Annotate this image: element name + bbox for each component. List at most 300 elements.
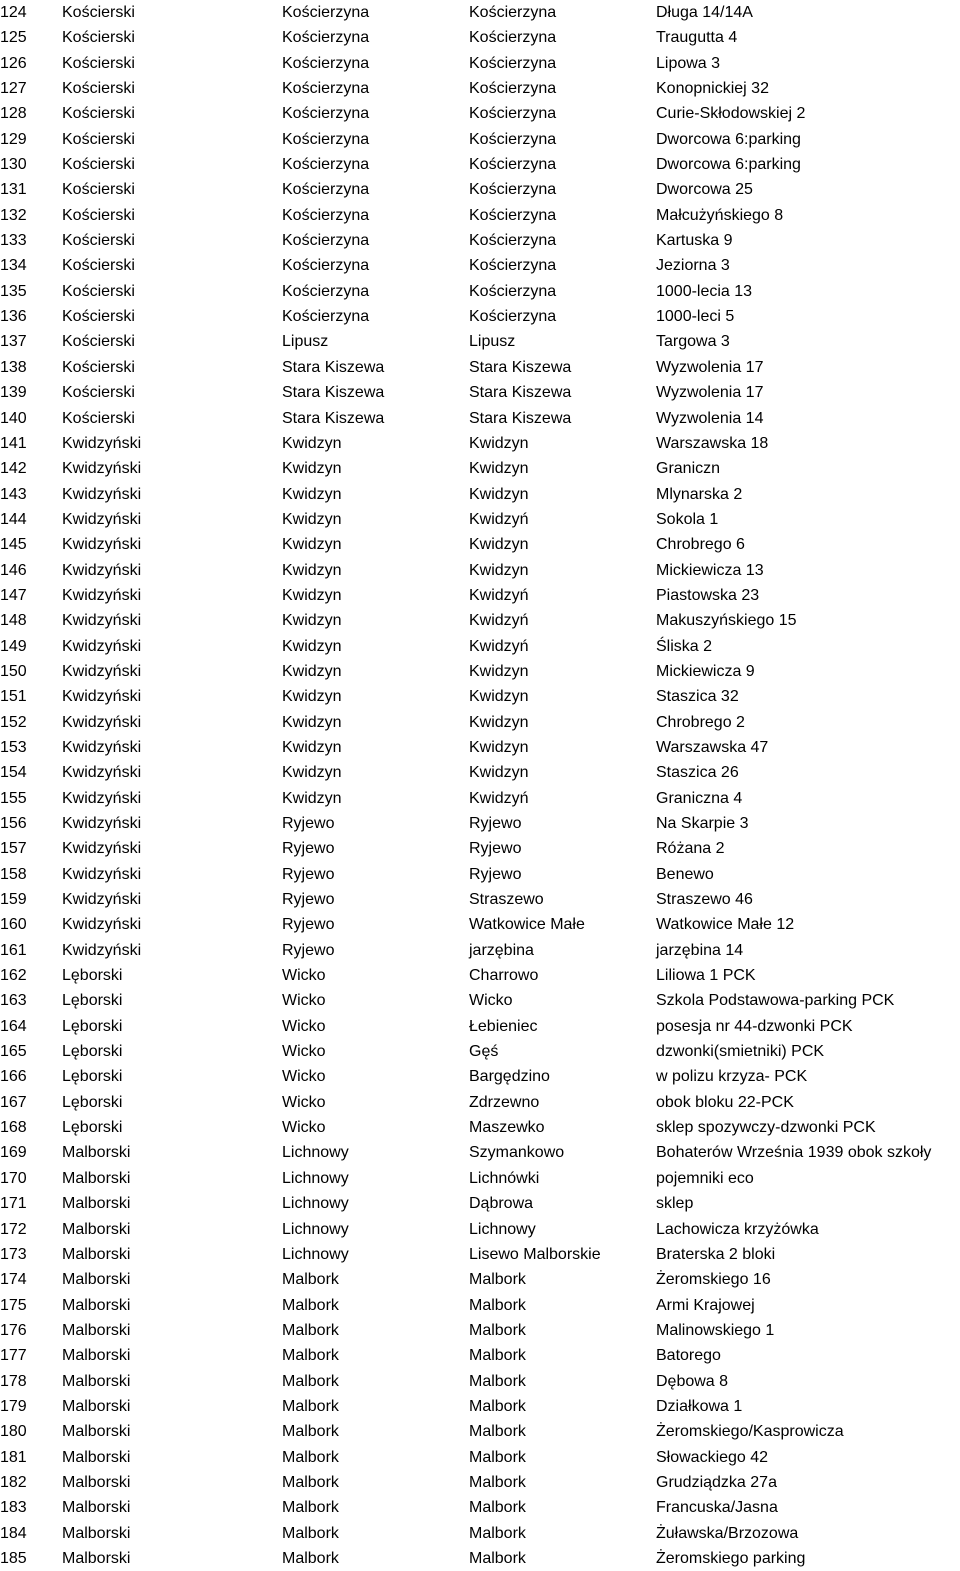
table-row <box>0 786 960 811</box>
table-row <box>0 1140 960 1165</box>
county-cell: Kościerski <box>62 282 135 300</box>
row-number-cell: 131 <box>0 181 27 199</box>
row-number-cell: 127 <box>0 80 27 98</box>
address-cell: Słowackiego 42 <box>656 1448 769 1466</box>
row-number-cell: 173 <box>0 1245 27 1263</box>
municipality-cell: Wicko <box>282 1068 326 1086</box>
address-cell: Dworcowa 25 <box>656 181 753 199</box>
row-number-cell: 181 <box>0 1448 27 1466</box>
table-row <box>0 608 960 633</box>
address-cell: Małcużyńskiego 8 <box>656 206 784 224</box>
row-number-cell: 148 <box>0 612 27 630</box>
table-row <box>0 988 960 1013</box>
table-row <box>0 228 960 253</box>
municipality-cell: Malbork <box>282 1296 339 1314</box>
county-cell: Kwidzyński <box>62 789 142 807</box>
address-cell: Benewo <box>656 865 714 883</box>
row-number-cell: 151 <box>0 688 27 706</box>
municipality-cell: Kwidzyn <box>282 586 342 604</box>
county-cell: Malborski <box>62 1296 131 1314</box>
locality-cell: Kwidzyn <box>469 713 529 731</box>
municipality-cell: Kwidzyn <box>282 738 342 756</box>
address-cell: Chrobrego 6 <box>656 536 745 554</box>
county-cell: Malborski <box>62 1372 131 1390</box>
county-cell: Kościerski <box>62 54 135 72</box>
municipality-cell: Stara Kiszewa <box>282 409 385 427</box>
row-number-cell: 142 <box>0 460 27 478</box>
address-cell: Kartuska 9 <box>656 232 733 250</box>
municipality-cell: Kościerzyna <box>282 308 370 326</box>
table-row <box>0 634 960 659</box>
row-number-cell: 177 <box>0 1347 27 1365</box>
county-cell: Kościerski <box>62 206 135 224</box>
municipality-cell: Kościerzyna <box>282 257 370 275</box>
county-cell: Kwidzyński <box>62 941 142 959</box>
municipality-cell: Wicko <box>282 1093 326 1111</box>
county-cell: Kwidzyński <box>62 713 142 731</box>
table-row <box>0 177 960 202</box>
address-cell: Długa 14/14A <box>656 4 753 21</box>
address-cell: 1000-lecia 13 <box>656 282 753 300</box>
address-cell: Targowa 3 <box>656 333 730 351</box>
address-cell: Curie-Skłodowskiej 2 <box>656 105 806 123</box>
row-number-cell: 134 <box>0 257 27 275</box>
locality-cell: Kościerzyna <box>469 130 557 148</box>
table-row <box>0 1267 960 1292</box>
municipality-cell: Malbork <box>282 1347 339 1365</box>
row-number-cell: 184 <box>0 1524 27 1542</box>
municipality-cell: Ryjewo <box>282 865 335 883</box>
table-row <box>0 203 960 228</box>
address-cell: Żeromskiego/Kasprowicza <box>656 1423 844 1441</box>
table-row <box>0 760 960 785</box>
table-row <box>0 1495 960 1520</box>
row-number-cell: 164 <box>0 1017 27 1035</box>
municipality-cell: Kościerzyna <box>282 232 370 250</box>
row-number-cell: 153 <box>0 738 27 756</box>
locality-cell: Kościerzyna <box>469 4 557 21</box>
table-row <box>0 1293 960 1318</box>
address-cell: 1000-leci 5 <box>656 308 735 326</box>
row-number-cell: 158 <box>0 865 27 883</box>
address-cell: Konopnickiej 32 <box>656 80 769 98</box>
address-cell: Bohaterów Września 1939 obok szkoły <box>656 1144 932 1162</box>
table-row <box>0 101 960 126</box>
municipality-cell: Stara Kiszewa <box>282 358 385 376</box>
locality-cell: Kwidzyn <box>469 688 529 706</box>
address-cell: Żuławska/Brzozowa <box>656 1524 799 1542</box>
municipality-cell: Kwidzyn <box>282 434 342 452</box>
municipality-cell: Stara Kiszewa <box>282 384 385 402</box>
locality-cell: Malbork <box>469 1499 526 1517</box>
table-row <box>0 811 960 836</box>
address-cell: Jeziorna 3 <box>656 257 730 275</box>
locality-cell: Kościerzyna <box>469 80 557 98</box>
address-cell: Żeromskiego 16 <box>656 1271 771 1289</box>
locality-cell: Malbork <box>469 1296 526 1314</box>
address-cell: Żeromskiego parking <box>656 1549 806 1567</box>
row-number-cell: 165 <box>0 1043 27 1061</box>
row-number-cell: 136 <box>0 308 27 326</box>
county-cell: Kościerski <box>62 156 135 174</box>
municipality-cell: Wicko <box>282 1017 326 1035</box>
county-cell: Malborski <box>62 1245 131 1263</box>
row-number-cell: 150 <box>0 662 27 680</box>
table-row <box>0 583 960 608</box>
municipality-cell: Lichnowy <box>282 1220 349 1238</box>
county-cell: Lęborski <box>62 992 123 1010</box>
locality-cell: Kwidzyń <box>469 637 529 655</box>
locality-cell: Lichnówki <box>469 1169 540 1187</box>
address-cell: Liliowa 1 PCK <box>656 967 756 985</box>
address-cell: Staszica 32 <box>656 688 739 706</box>
row-number-cell: 124 <box>0 4 27 21</box>
locality-cell: Kościerzyna <box>469 181 557 199</box>
address-cell: Mlynarska 2 <box>656 485 743 503</box>
table-row <box>0 25 960 50</box>
table-row <box>0 1115 960 1140</box>
county-cell: Kwidzyński <box>62 916 142 934</box>
locality-cell: Kwidzyn <box>469 434 529 452</box>
row-number-cell: 176 <box>0 1321 27 1339</box>
municipality-cell: Kwidzyn <box>282 764 342 782</box>
row-number-cell: 166 <box>0 1068 27 1086</box>
row-number-cell: 145 <box>0 536 27 554</box>
table-row <box>0 1394 960 1419</box>
county-cell: Lęborski <box>62 1093 123 1111</box>
table-row <box>0 127 960 152</box>
municipality-cell: Kwidzyn <box>282 713 342 731</box>
municipality-cell: Wicko <box>282 1043 326 1061</box>
locality-cell: Kwidzyn <box>469 460 529 478</box>
address-cell: Batorego <box>656 1347 721 1365</box>
address-cell: Francuska/Jasna <box>656 1499 778 1517</box>
municipality-cell: Kwidzyn <box>282 485 342 503</box>
locality-cell: Kościerzyna <box>469 232 557 250</box>
row-number-cell: 137 <box>0 333 27 351</box>
address-cell: jarzębina 14 <box>656 941 744 959</box>
county-cell: Kościerski <box>62 232 135 250</box>
municipality-cell: Lichnowy <box>282 1144 349 1162</box>
row-number-cell: 147 <box>0 586 27 604</box>
municipality-cell: Kwidzyn <box>282 688 342 706</box>
county-cell: Malborski <box>62 1169 131 1187</box>
county-cell: Kwidzyński <box>62 434 142 452</box>
row-number-cell: 128 <box>0 105 27 123</box>
table-row <box>0 431 960 456</box>
county-cell: Kościerski <box>62 308 135 326</box>
locality-cell: Ryjewo <box>469 840 522 858</box>
table-row <box>0 1546 960 1571</box>
municipality-cell: Ryjewo <box>282 840 335 858</box>
address-cell: Malinowskiego 1 <box>656 1321 775 1339</box>
locality-cell: Malbork <box>469 1473 526 1491</box>
table-row <box>0 1521 960 1546</box>
table-row <box>0 684 960 709</box>
municipality-cell: Kwidzyn <box>282 612 342 630</box>
county-cell: Lęborski <box>62 967 123 985</box>
municipality-cell: Wicko <box>282 992 326 1010</box>
row-number-cell: 171 <box>0 1195 27 1213</box>
locality-cell: Kwidzyń <box>469 586 529 604</box>
county-cell: Malborski <box>62 1321 131 1339</box>
address-cell: Wyzwolenia 17 <box>656 384 764 402</box>
table-row <box>0 1242 960 1267</box>
locality-cell: Stara Kiszewa <box>469 409 572 427</box>
address-cell: Piastowska 23 <box>656 586 760 604</box>
table-row <box>0 887 960 912</box>
county-cell: Lęborski <box>62 1119 123 1137</box>
address-cell: Dworcowa 6:parking <box>656 156 801 174</box>
row-number-cell: 169 <box>0 1144 27 1162</box>
county-cell: Malborski <box>62 1524 131 1542</box>
row-number-cell: 163 <box>0 992 27 1010</box>
table-row <box>0 304 960 329</box>
county-cell: Kwidzyński <box>62 891 142 909</box>
county-cell: Kwidzyński <box>62 738 142 756</box>
address-cell: Chrobrego 2 <box>656 713 745 731</box>
county-cell: Kwidzyński <box>62 815 142 832</box>
municipality-cell: Malbork <box>282 1397 339 1415</box>
address-cell: Sokola 1 <box>656 510 719 528</box>
row-number-cell: 183 <box>0 1499 27 1517</box>
county-cell: Kwidzyński <box>62 637 142 655</box>
address-cell: Wyzwolenia 14 <box>656 409 764 427</box>
row-number-cell: 167 <box>0 1093 27 1111</box>
municipality-cell: Malbork <box>282 1524 339 1542</box>
table-row <box>0 912 960 937</box>
municipality-cell: Kwidzyn <box>282 789 342 807</box>
table-row <box>0 507 960 532</box>
row-number-cell: 132 <box>0 206 27 224</box>
address-cell: Lipowa 3 <box>656 54 721 72</box>
row-number-cell: 138 <box>0 358 27 376</box>
locality-cell: Kościerzyna <box>469 206 557 224</box>
county-cell: Kwidzyński <box>62 865 142 883</box>
table-row <box>0 1014 960 1039</box>
locality-cell: Kościerzyna <box>469 156 557 174</box>
municipality-cell: Malbork <box>282 1321 339 1339</box>
table-row <box>0 1217 960 1242</box>
locality-cell: Kościerzyna <box>469 308 557 326</box>
address-cell: sklep <box>656 1195 694 1213</box>
row-number-cell: 185 <box>0 1549 27 1567</box>
table-row <box>0 710 960 735</box>
table-row <box>0 1369 960 1394</box>
table-row <box>0 836 960 861</box>
locality-cell: Lisewo Malborskie <box>469 1245 601 1263</box>
locality-cell: Stara Kiszewa <box>469 358 572 376</box>
municipality-cell: Kościerzyna <box>282 54 370 72</box>
row-number-cell: 139 <box>0 384 27 402</box>
row-number-cell: 160 <box>0 916 27 934</box>
county-cell: Malborski <box>62 1549 131 1567</box>
county-cell: Kościerski <box>62 181 135 199</box>
row-number-cell: 146 <box>0 561 27 579</box>
row-number-cell: 154 <box>0 764 27 782</box>
table-row <box>0 329 960 354</box>
county-cell: Malborski <box>62 1473 131 1491</box>
table-row <box>0 1064 960 1089</box>
locality-cell: Kościerzyna <box>469 282 557 300</box>
locality-cell: Lichnowy <box>469 1220 536 1238</box>
row-number-cell: 182 <box>0 1473 27 1491</box>
table-row <box>0 279 960 304</box>
locality-cell: Szymankowo <box>469 1144 565 1162</box>
county-cell: Malborski <box>62 1448 131 1466</box>
municipality-cell: Malbork <box>282 1423 339 1441</box>
municipality-cell: Kościerzyna <box>282 4 370 21</box>
municipality-cell: Kwidzyn <box>282 561 342 579</box>
county-cell: Kwidzyński <box>62 460 142 478</box>
municipality-cell: Ryjewo <box>282 891 335 909</box>
county-cell: Kościerski <box>62 384 135 402</box>
table-row <box>0 1166 960 1191</box>
table-row <box>0 1470 960 1495</box>
row-number-cell: 172 <box>0 1220 27 1238</box>
row-number-cell: 140 <box>0 409 27 427</box>
municipality-cell: Kwidzyn <box>282 662 342 680</box>
county-cell: Kościerski <box>62 29 135 47</box>
locality-cell: Kwidzyń <box>469 612 529 630</box>
locality-cell: Kościerzyna <box>469 54 557 72</box>
address-cell: sklep spozywczy-dzwonki PCK <box>656 1119 876 1137</box>
locality-cell: Zdrzewno <box>469 1093 540 1111</box>
address-cell: pojemniki eco <box>656 1169 754 1187</box>
locality-cell: Malbork <box>469 1347 526 1365</box>
address-cell: Traugutta 4 <box>656 29 738 47</box>
municipality-cell: Lichnowy <box>282 1169 349 1187</box>
table-row <box>0 1419 960 1444</box>
address-cell: Graniczna 4 <box>656 789 743 807</box>
municipality-cell: Kościerzyna <box>282 181 370 199</box>
municipality-cell: Lichnowy <box>282 1245 349 1263</box>
county-cell: Kwidzyński <box>62 510 142 528</box>
county-cell: Kwidzyński <box>62 485 142 503</box>
county-cell: Malborski <box>62 1271 131 1289</box>
locality-cell: Kościerzyna <box>469 105 557 123</box>
row-number-cell: 180 <box>0 1423 27 1441</box>
county-cell: Kwidzyński <box>62 764 142 782</box>
row-number-cell: 156 <box>0 815 27 832</box>
table-row <box>0 456 960 481</box>
table-row <box>0 406 960 431</box>
municipality-cell: Malbork <box>282 1271 339 1289</box>
county-cell: Lęborski <box>62 1017 123 1035</box>
locality-cell: Bargędzino <box>469 1068 550 1086</box>
municipality-cell: Kościerzyna <box>282 80 370 98</box>
address-cell: posesja nr 44-dzwonki PCK <box>656 1017 853 1035</box>
municipality-cell: Lichnowy <box>282 1195 349 1213</box>
row-number-cell: 155 <box>0 789 27 807</box>
address-cell: Warszawska 47 <box>656 738 769 756</box>
county-cell: Malborski <box>62 1499 131 1517</box>
municipality-cell: Kościerzyna <box>282 282 370 300</box>
address-cell: Grudziądzka 27a <box>656 1473 777 1491</box>
row-number-cell: 135 <box>0 282 27 300</box>
municipality-cell: Wicko <box>282 1119 326 1137</box>
address-cell: Lachowicza krzyżówka <box>656 1220 819 1238</box>
county-cell: Malborski <box>62 1423 131 1441</box>
table-row <box>0 1191 960 1216</box>
table-row <box>0 735 960 760</box>
address-cell: Warszawska 18 <box>656 434 769 452</box>
county-cell: Kwidzyński <box>62 586 142 604</box>
table-row <box>0 482 960 507</box>
row-number-cell: 152 <box>0 713 27 731</box>
locality-cell: jarzębina <box>469 941 534 959</box>
county-cell: Lęborski <box>62 1068 123 1086</box>
row-number-cell: 179 <box>0 1397 27 1415</box>
row-number-cell: 159 <box>0 891 27 909</box>
county-cell: Malborski <box>62 1347 131 1365</box>
county-cell: Malborski <box>62 1144 131 1162</box>
row-number-cell: 126 <box>0 54 27 72</box>
locality-cell: Kwidzyn <box>469 485 529 503</box>
locality-cell: Maszewko <box>469 1119 545 1137</box>
table-row <box>0 862 960 887</box>
locality-cell: Stara Kiszewa <box>469 384 572 402</box>
locality-cell: Łebieniec <box>469 1017 538 1035</box>
locality-cell: Ryjewo <box>469 815 522 832</box>
locality-cell: Malbork <box>469 1524 526 1542</box>
address-cell: Na Skarpie 3 <box>656 815 749 832</box>
row-number-cell: 175 <box>0 1296 27 1314</box>
locality-cell: Straszewo <box>469 891 544 909</box>
municipality-cell: Malbork <box>282 1549 339 1567</box>
locality-cell: Kwidzyń <box>469 789 529 807</box>
address-cell: Wyzwolenia 17 <box>656 358 764 376</box>
locality-cell: Kwidzyn <box>469 536 529 554</box>
municipality-cell: Kościerzyna <box>282 29 370 47</box>
locality-cell: Malbork <box>469 1271 526 1289</box>
municipality-cell: Ryjewo <box>282 916 335 934</box>
municipality-cell: Kościerzyna <box>282 206 370 224</box>
county-cell: Kościerski <box>62 80 135 98</box>
municipality-cell: Ryjewo <box>282 941 335 959</box>
locality-cell: Kwidzyn <box>469 561 529 579</box>
county-cell: Kościerski <box>62 409 135 427</box>
municipality-cell: Malbork <box>282 1448 339 1466</box>
county-cell: Kościerski <box>62 333 135 351</box>
county-cell: Kościerski <box>62 130 135 148</box>
table-row <box>0 963 960 988</box>
locality-cell: Malbork <box>469 1321 526 1339</box>
municipality-cell: Malbork <box>282 1473 339 1491</box>
county-cell: Kwidzyński <box>62 612 142 630</box>
address-cell: Różana 2 <box>656 840 725 858</box>
county-cell: Malborski <box>62 1397 131 1415</box>
locality-cell: Malbork <box>469 1397 526 1415</box>
address-cell: obok bloku 22-PCK <box>656 1093 794 1111</box>
address-cell: Śliska 2 <box>656 637 713 655</box>
row-number-cell: 149 <box>0 637 27 655</box>
locality-cell: Kwidzyn <box>469 764 529 782</box>
locality-cell: Dąbrowa <box>469 1195 534 1213</box>
county-cell: Kwidzyński <box>62 536 142 554</box>
locality-cell: Gęś <box>469 1043 499 1061</box>
locality-cell: Malbork <box>469 1448 526 1466</box>
row-number-cell: 125 <box>0 29 27 47</box>
locality-cell: Kościerzyna <box>469 29 557 47</box>
municipality-cell: Kwidzyn <box>282 510 342 528</box>
row-number-cell: 170 <box>0 1169 27 1187</box>
county-cell: Kościerski <box>62 4 135 21</box>
address-cell: Mickiewicza 9 <box>656 662 755 680</box>
municipality-cell: Kwidzyn <box>282 637 342 655</box>
table-row <box>0 1343 960 1368</box>
table-row <box>0 253 960 278</box>
